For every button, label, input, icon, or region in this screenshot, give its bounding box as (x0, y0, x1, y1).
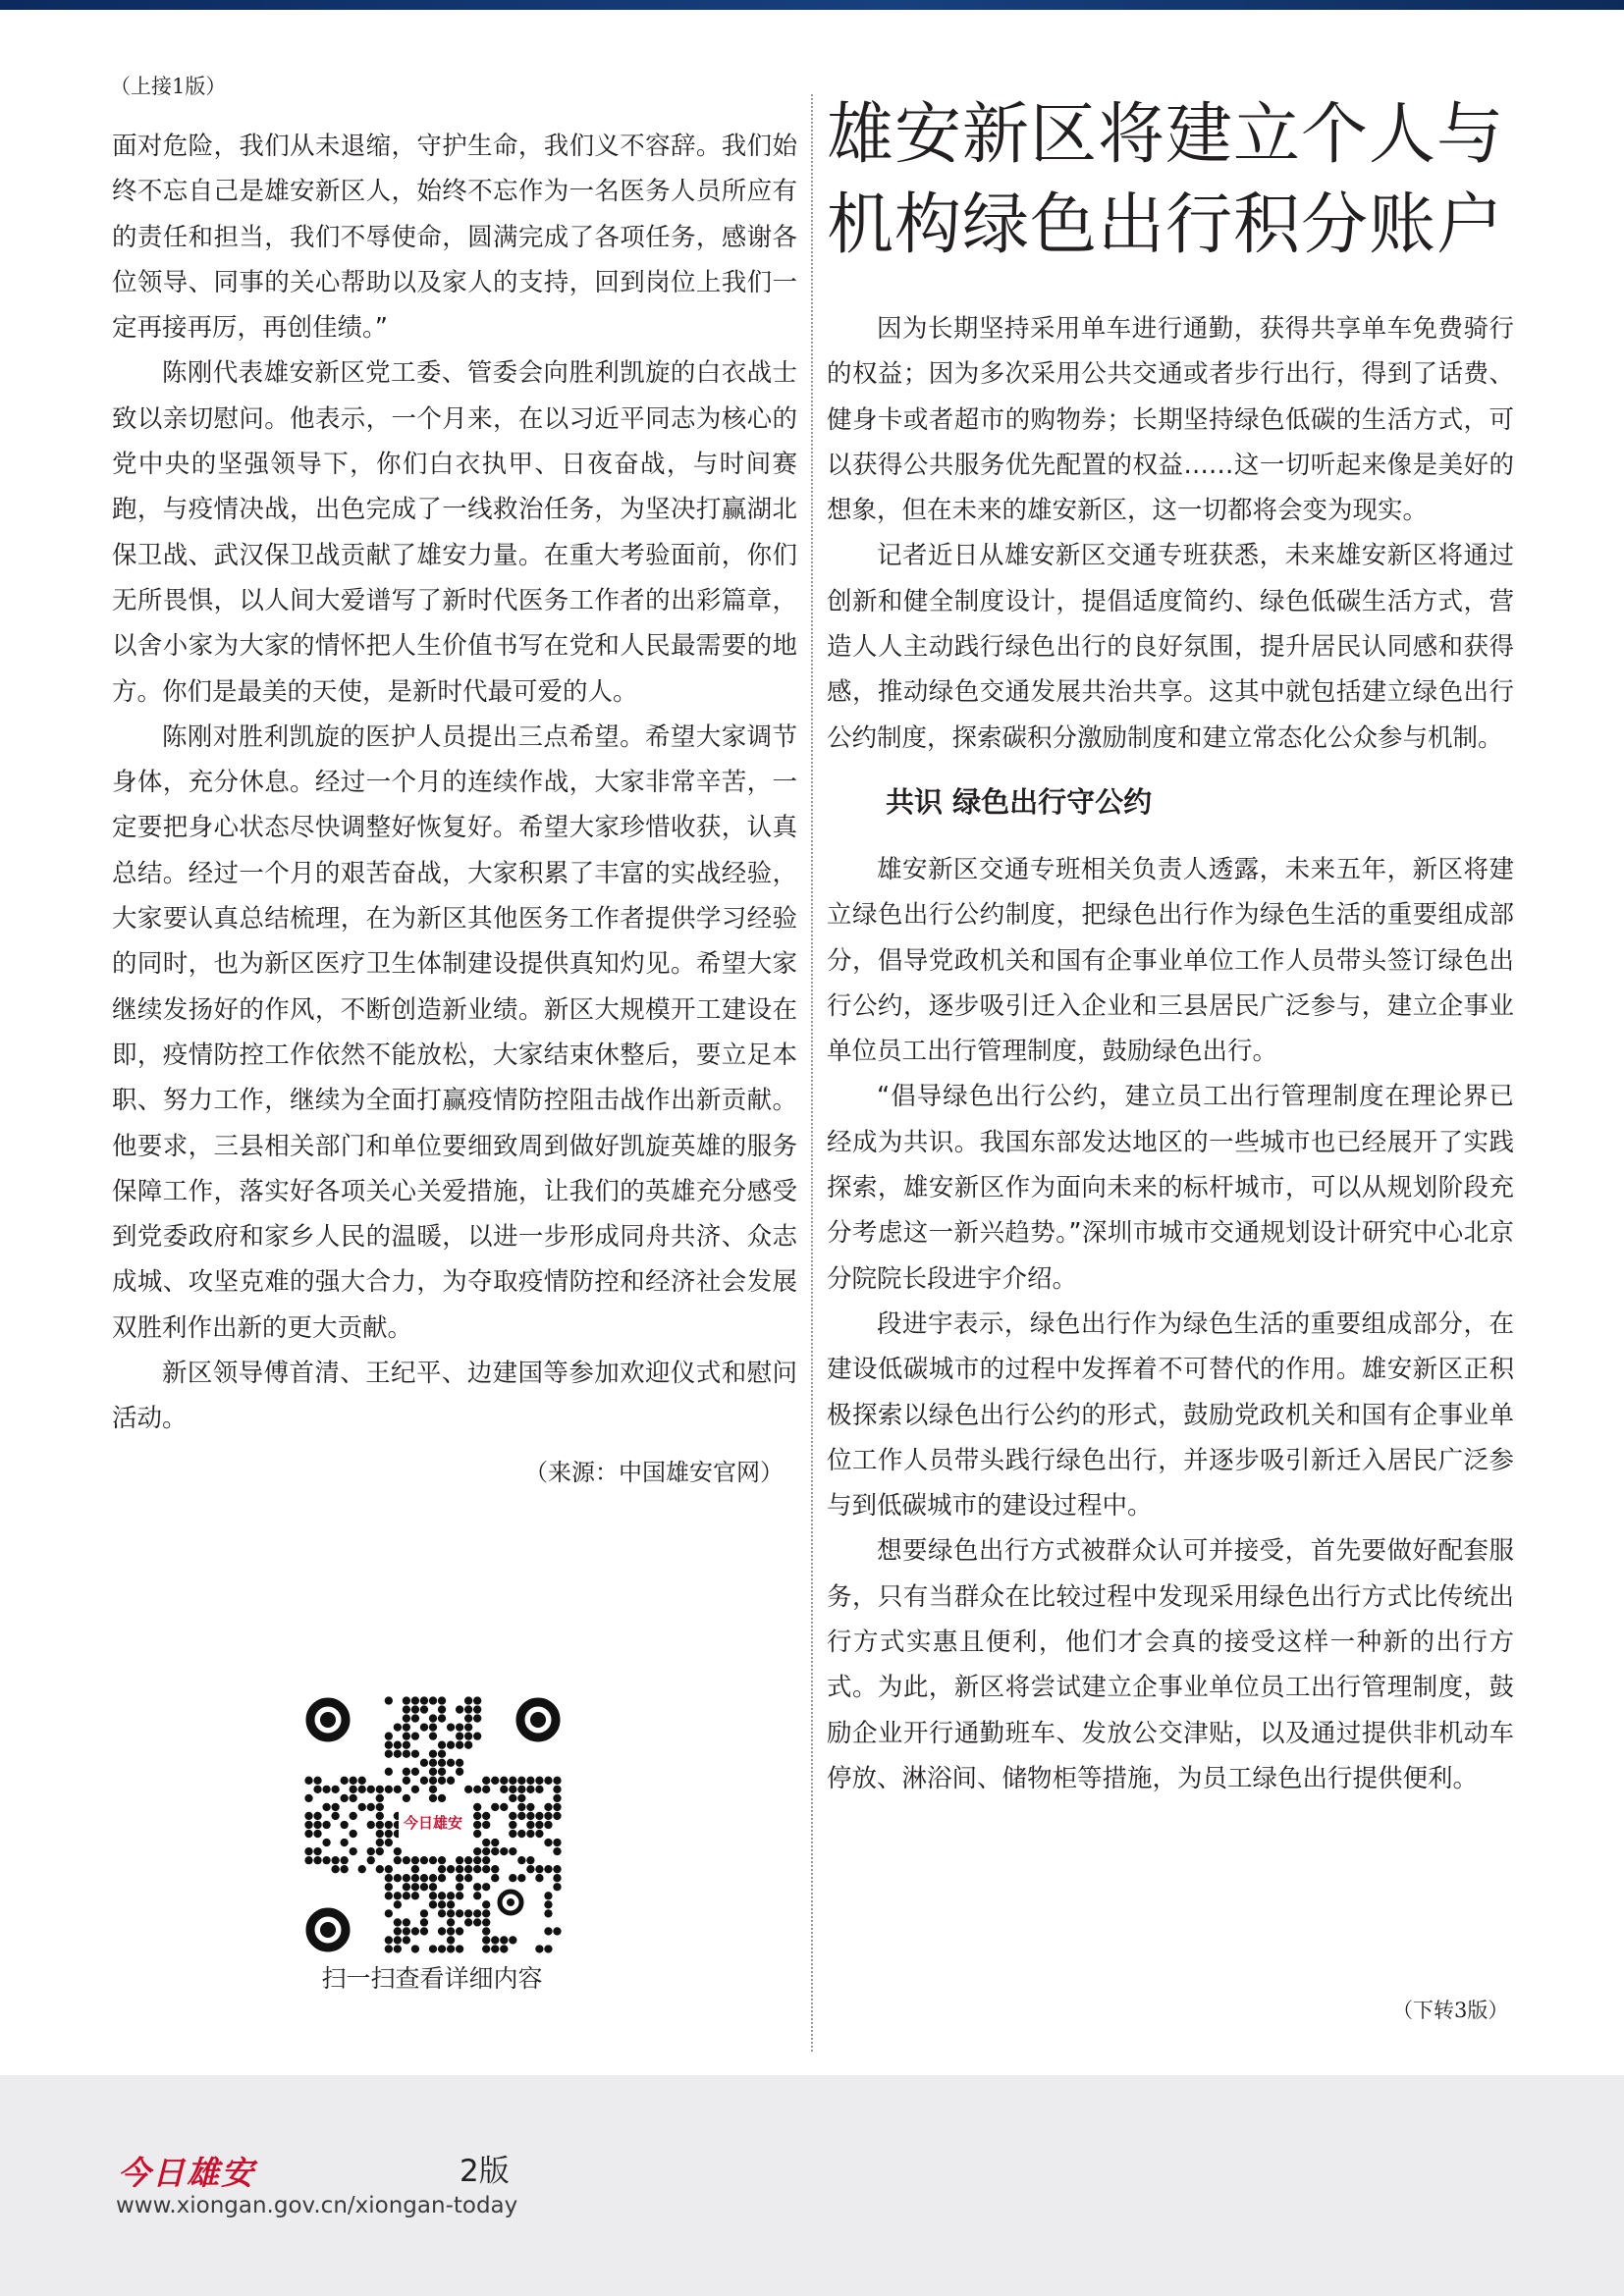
top-color-bar (0, 0, 1624, 10)
left-article-column (112, 124, 797, 1495)
article-paragraph: 新区领导傅首清、王纪平、边建国等参加欢迎仪式和慰问活动。 (112, 1359, 797, 1434)
qr-code[interactable] (304, 1696, 562, 1953)
continued-from-label: （上接1版） (110, 75, 227, 98)
continued-to-label: （下转3版） (1392, 1999, 1509, 2022)
page-number: 2版 (460, 2154, 510, 2189)
page-footer (0, 2075, 1624, 2296)
source-attribution: （来源：中国雄安官网） (524, 1458, 784, 1486)
article-paragraph: 雄安新区交通专班相关负责人透露，未来五年，新区将建立绿色出行公约制度，把绿色出行作为绿色生活的重要组成部分，倡导党政机关和国有企事业单位工作人员带头签订绿色出行公约，逐步吸引迁入企业和三县居民广泛参与，建立企事业单位员工出行管理制度，鼓励绿色出行。 (827, 854, 1514, 1067)
qr-caption: 扫一扫查看详细内容 (321, 1964, 543, 1993)
article-paragraph: 陈刚代表雄安新区党工委、管委会向胜利凯旋的白衣战士致以亲切慰问。他表示，一个月来，在以习近平同志为核心的党中央的坚强领导下，你们白衣执甲、日夜奋战，与时间赛跑，与疫情决战，出色完成了一线救治任务，为坚决打赢湖北保卫战、武汉保卫战贡献了雄安力量。在重大考验面前，你们无所畏惧，以人间大爱谱写了新时代医务工作者的出彩篇章，以舍小家为大家的情怀把人生价值书写在党和人民最需要的地方。你们是最美的天使，是新时代最可爱的人。 (112, 358, 797, 707)
article-headline: 雄安新区将建立个人与机构绿色出行积分账户 (827, 96, 1505, 264)
article-paragraph: 因为长期坚持采用单车进行通勤，获得共享单车免费骑行的权益；因为多次采用公共交通或者步行出行，得到了话费、健身卡或者超市的购物券；长期坚持绿色低碳的生活方式，可以获得公共服务优先配置的权益……这一切听起来像是美好的想象，但在未来的雄安新区，这一切都将会变为现实。 (827, 314, 1514, 526)
qr-block (304, 1696, 562, 1999)
right-article-column (827, 306, 1514, 1801)
footer-url[interactable]: www.xiongan.gov.cn/xiongan-today (116, 2193, 518, 2218)
article-paragraph: “倡导绿色出行公约，建立员工出行管理制度在理论界已经成为共识。我国东部发达地区的一些城市也已经展开了实践探索，雄安新区作为面向未来的标杆城市，可以从规划阶段充分考虑这一新兴趋势。”深圳市城市交通规划设计研究中心北京分院院长段进宇介绍。 (827, 1082, 1514, 1294)
footer-logo: 今日雄安 (118, 2154, 255, 2192)
article-paragraph: 面对危险，我们从未退缩，守护生命，我们义不容辞。我们始终不忘自己是雄安新区人，始终不忘作为一名医务人员所应有的责任和担当，我们不辱使命，圆满完成了各项任务，感谢各位领导、同事的关心帮助以及家人的支持，回到岗位上我们一定再接再厉，再创佳绩。” (112, 132, 797, 344)
column-divider (811, 94, 813, 2052)
article-paragraph: 记者近日从雄安新区交通专班获悉，未来雄安新区将通过创新和健全制度设计，提倡适度简约、绿色低碳生活方式，营造人人主动践行绿色出行的良好氛围，提升居民认同感和获得感，推动绿色交通发展共治共享。这其中就包括建立绿色出行公约制度，探索碳积分激励制度和建立常态化公众参与机制。 (827, 541, 1514, 753)
qr-center-logo: 今日雄安 (399, 1802, 467, 1842)
article-paragraph: 想要绿色出行方式被群众认可并接受，首先要做好配套服务，只有当群众在比较过程中发现采用绿色出行方式比传统出行方式实惠且便利，他们才会真的接受这样一种新的出行方式。为此，新区将尝试建立企事业单位员工出行管理制度，鼓励企业开行通勤班车、发放公交津贴，以及通过提供非机动车停放、淋浴间、储物柜等措施，为员工绿色出行提供便利。 (827, 1536, 1514, 1793)
article-paragraph: 段进宇表示，绿色出行作为绿色生活的重要组成部分，在建设低碳城市的过程中发挥着不可替代的作用。雄安新区正积极探索以绿色出行公约的形式，鼓励党政机关和国有企事业单位工作人员带头践行绿色出行，并逐步吸引新迁入居民广泛参与到低碳城市的建设过程中。 (827, 1308, 1514, 1522)
article-paragraph: 陈刚对胜利凯旋的医护人员提出三点希望。希望大家调节身体，充分休息。经过一个月的连续作战，大家非常辛苦，一定要把身心状态尽快调整好恢复好。希望大家珍惜收获，认真总结。经过一个月的艰苦奋战，大家积累了丰富的实战经验，大家要认真总结梳理，在为新区其他医务工作者提供学习经验的同时，也为新区医疗卫生体制建设提供真知灼见。希望大家继续发扬好的作风，不断创造新业绩。新区大规模开工建设在即，疫情防控工作依然不能放松，大家结束休整后，要立足本职、努力工作，继续为全面打赢疫情防控阻击战作出新贡献。他要求，三县相关部门和单位要细致周到做好凯旋英雄的服务保障工作，落实好各项关心关爱措施，让我们的英雄充分感受到党委政府和家乡人民的温暖，以进一步形成同舟共济、众志成城、攻坚克难的强大合力，为夺取疫情防控和经济社会发展双胜利作出新的更大贡献。 (112, 721, 797, 1343)
section-subheading: 共识 绿色出行守公约 (886, 784, 1153, 819)
